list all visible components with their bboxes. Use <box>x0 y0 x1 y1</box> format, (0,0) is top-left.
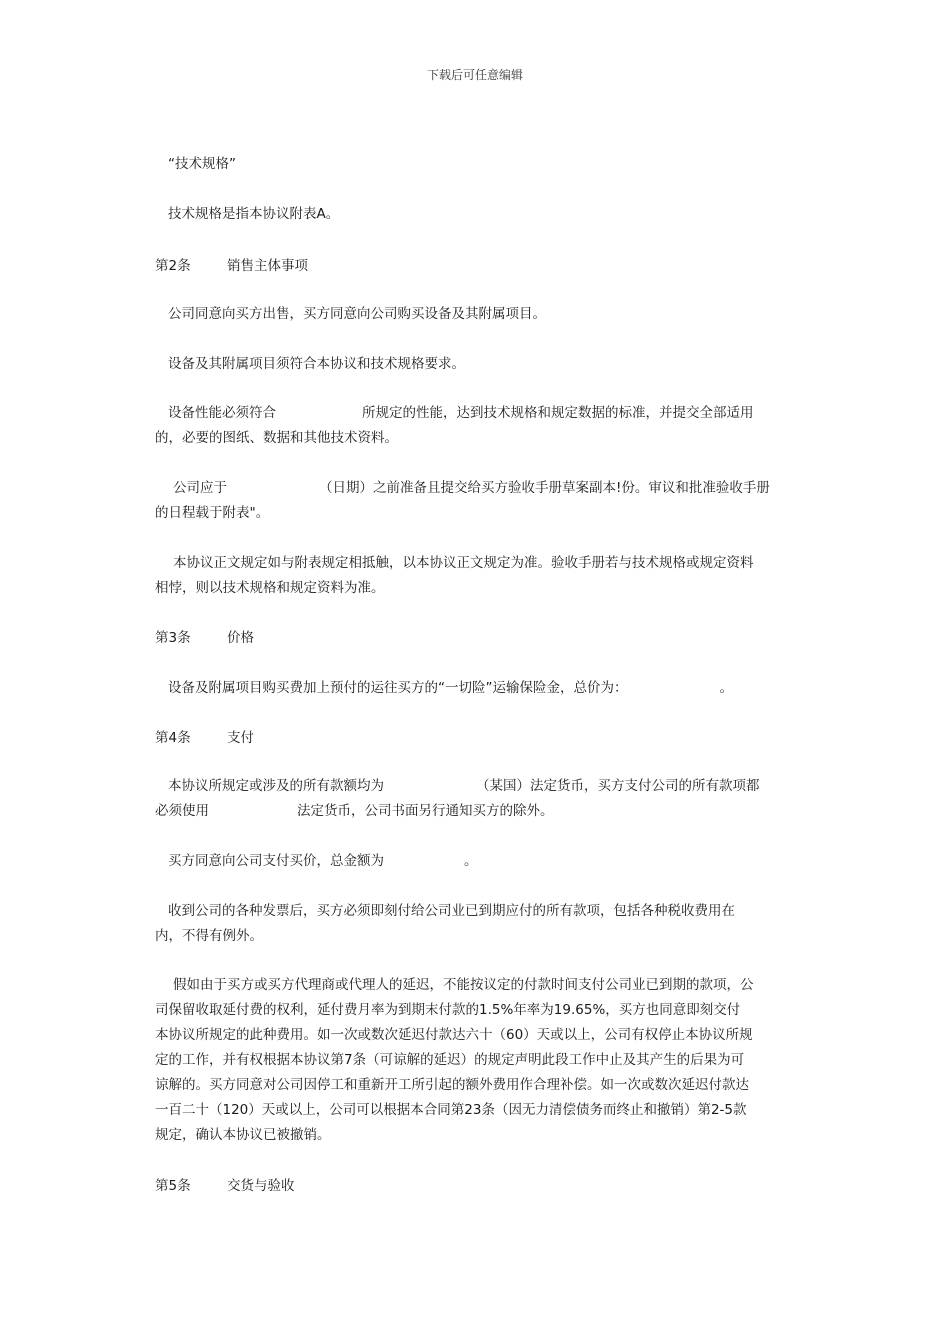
page-header: 下载后可任意编辑 <box>426 68 523 82</box>
article-4-para-3: 收到公司的各种发票后，买方必须即刻付给公司业已到期应付的所有款项，包括各种税收费用在 内，不得有例外。 <box>155 903 735 944</box>
definition-term: “技术规格” <box>168 156 236 172</box>
definition-text: 技术规格是指本协议附表A。 <box>168 206 340 222</box>
article-3-para-1: 设备及附属项目购买费加上预付的运往买方的“一切险”运输保险金，总价为： 。 <box>168 680 733 696</box>
article-2-para-2: 设备及其附属项目须符合本协议和技术规格要求。 <box>168 356 465 372</box>
article-2-para-3: 设备性能必须符合 所规定的性能，达到技术规格和规定数据的标准，并提交全部适用 的，必要的图纸、数据和其他技术资料。 <box>155 405 754 446</box>
article-4-para-1: 本协议所规定或涉及的所有款额均为 （某国）法定货币，买方支付公司的所有款项都 必须使用 法定货币，公司书面另行通知买方的除外。 <box>155 778 760 819</box>
article-2-para-5: 本协议正文规定如与附表规定相抵触，以本协议正文规定为准。验收手册若与技术规格或规定资料 相悖，则以技术规格和规定资料为准。 <box>155 555 754 596</box>
article-2-heading: 第2条 销售主体事项 <box>155 258 308 274</box>
article-2-para-4: 公司应于 （日期）之前准备且提交给买方验收手册草案副本!份。审议和批准验收手册 的日程载于附表"。 <box>155 480 770 521</box>
article-3-heading: 第3条 价格 <box>155 630 254 646</box>
article-4-heading: 第4条 支付 <box>155 730 254 746</box>
article-5-heading: 第5条 交货与验收 <box>155 1178 295 1194</box>
article-2-para-1: 公司同意向买方出售，买方同意向公司购买设备及其附属项目。 <box>168 306 546 322</box>
article-4-para-4: 假如由于买方或买方代理商或代理人的延迟，不能按议定的付款时间支付公司业已到期的款项，公 司保留收取延付费的权利，延付费月率为到期末付款的1.5%年率为19.65%，买方也同意即刻交付 本协议所规定的此种费用。如一次或数次延迟付款达六十（60）天或以上，公司有权停止本协议所规 定的工作，并有权根据本协议第7条（可谅解的延迟）的规定声明此段工作中止及其产生的后果为可 谅解的。买方同意对公司因停工和重新开工所引起的额外费用作合理补偿。如一次或数次延迟付款达 一百二十（120）天或以上，公司可以根据本合同第23条（因无力清偿债务而终止和撤销）第2-5款 规定，确认本协议已被撤销。 <box>155 977 754 1143</box>
article-4-para-2: 买方同意向公司支付买价，总金额为 。 <box>168 853 478 869</box>
